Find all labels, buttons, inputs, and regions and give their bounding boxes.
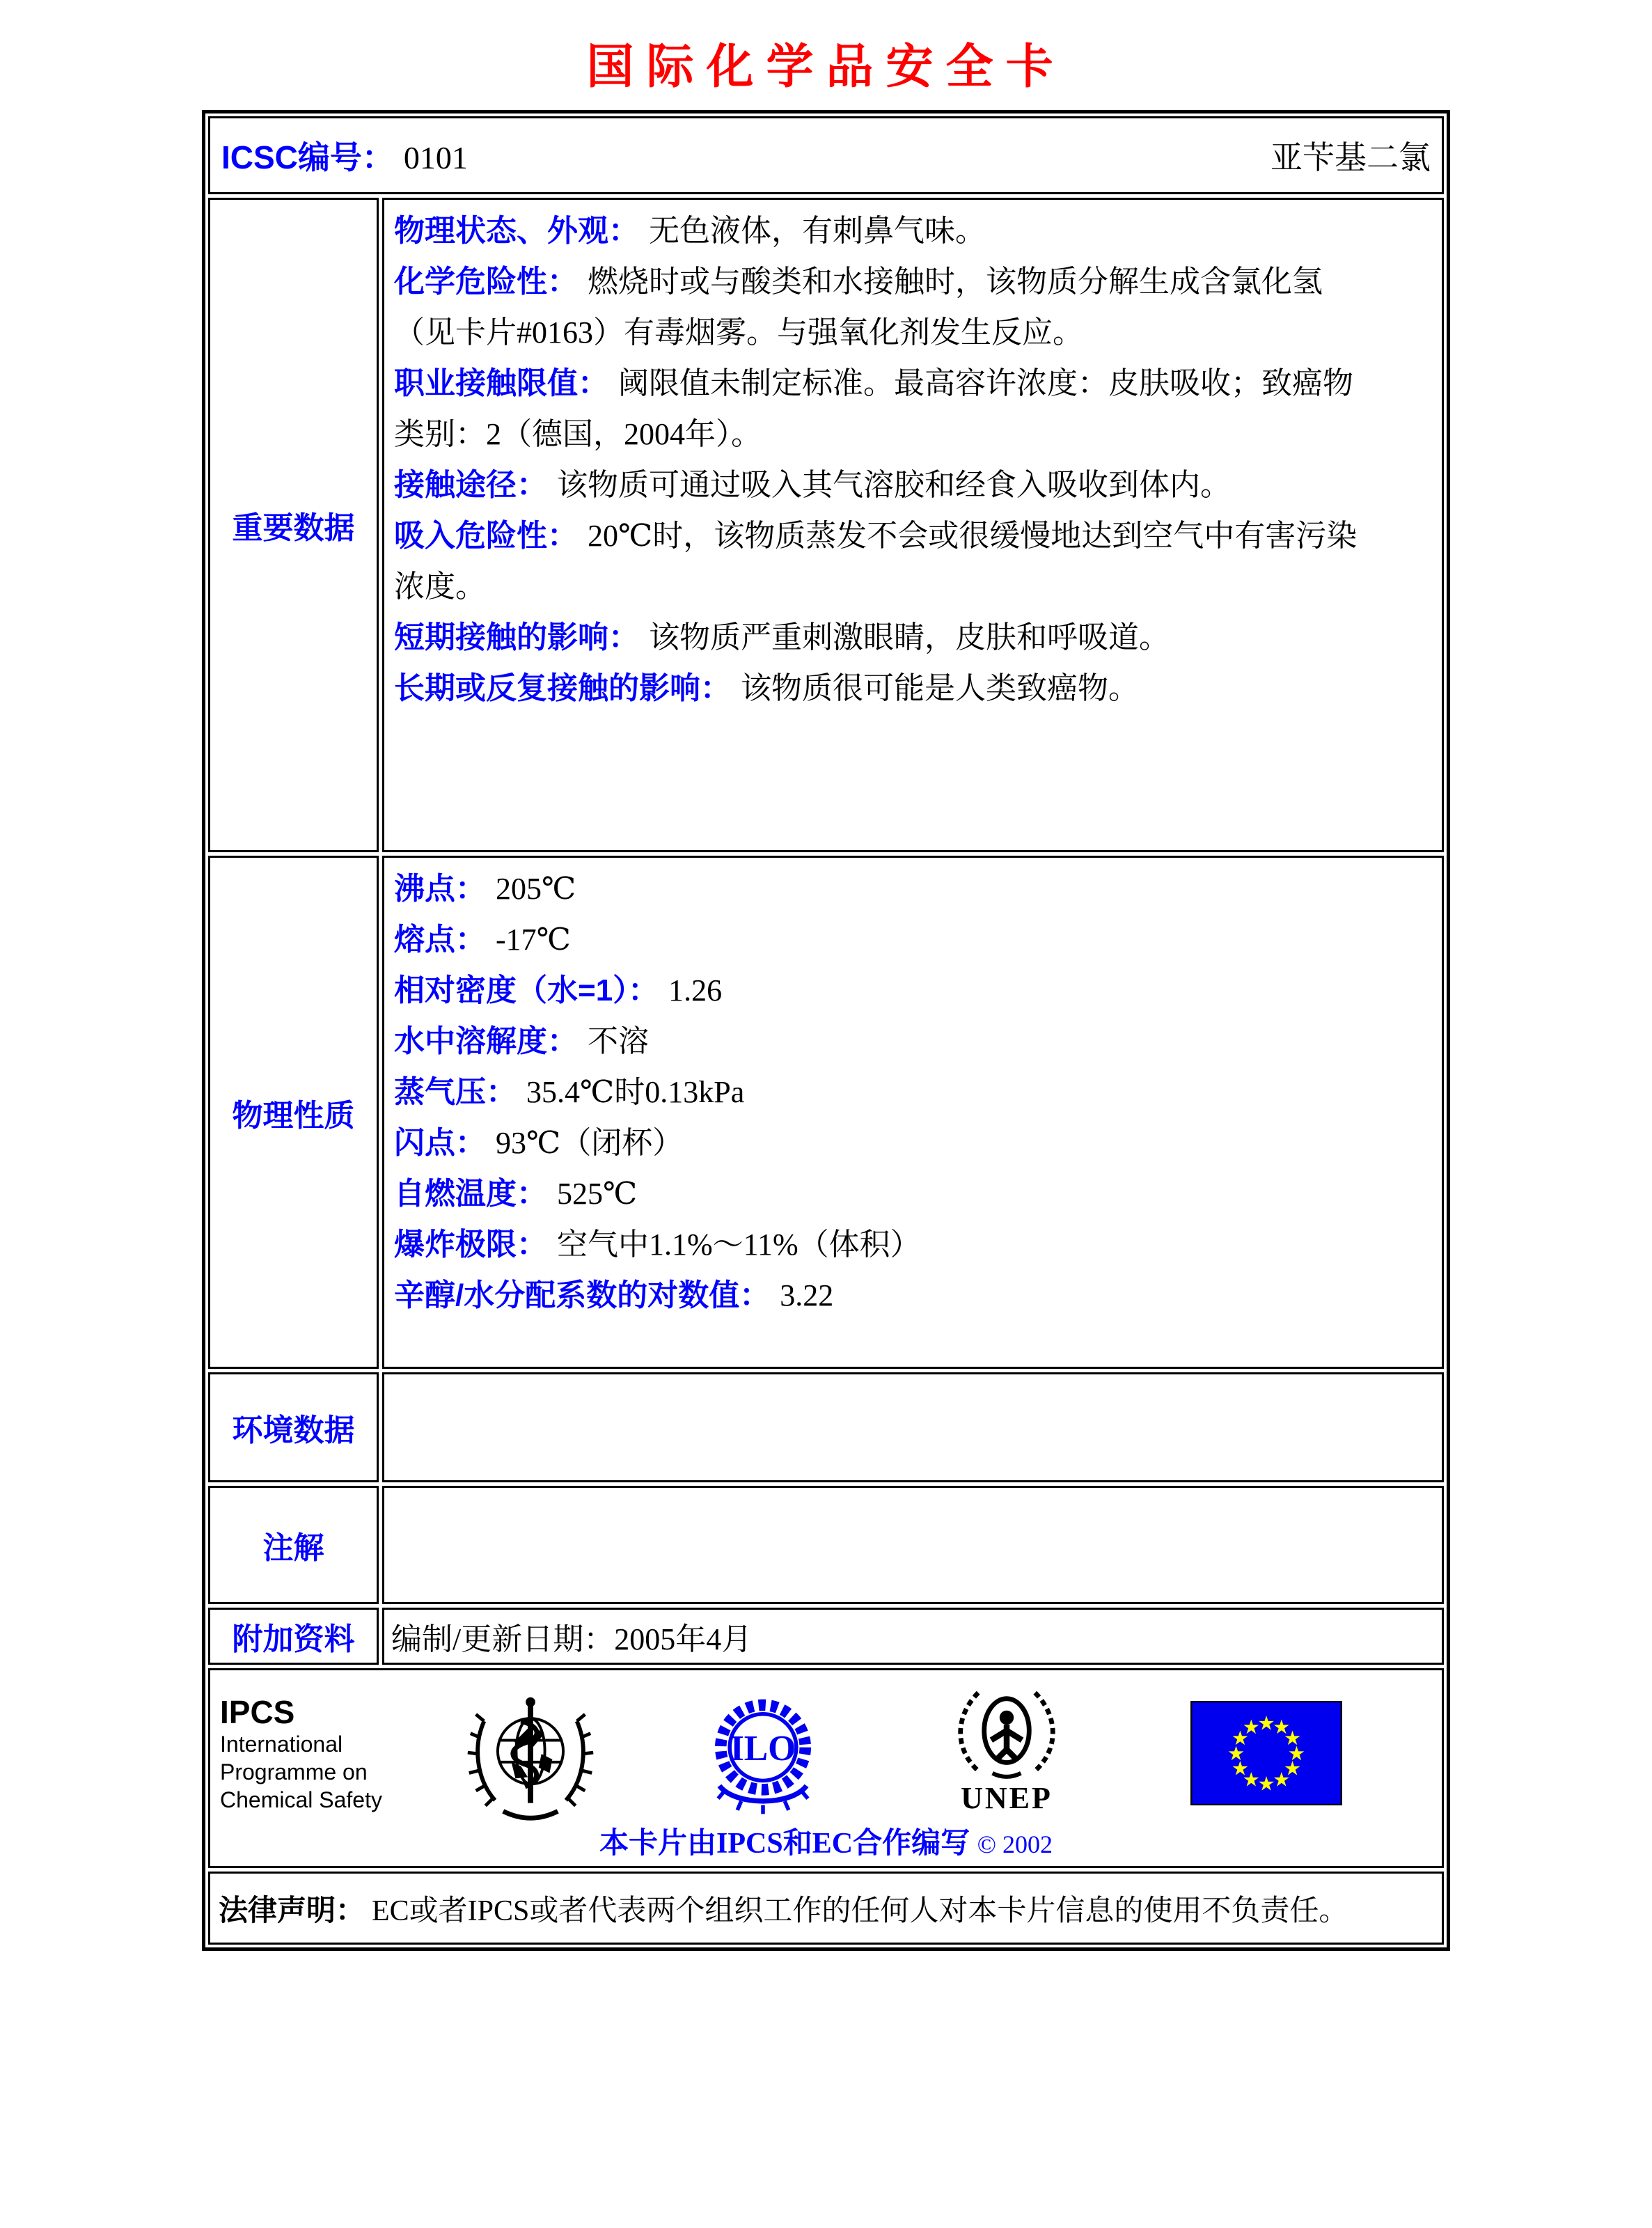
- ilo-logo-icon: [699, 1688, 827, 1817]
- ipcs-subtitle-line: International: [220, 1732, 343, 1757]
- important-data-content: [382, 198, 1444, 852]
- footer-cell: [208, 1668, 1444, 1868]
- section-label-environmental-data: 环境数据: [208, 1372, 379, 1482]
- svg-text:★: ★: [1273, 1716, 1291, 1739]
- icsc-table: [202, 110, 1450, 1951]
- physical-line: 沸点： 205℃: [394, 872, 576, 906]
- ilo-logo-text: ILO: [730, 1729, 796, 1769]
- section-label-additional-info: 附加资料: [208, 1608, 379, 1665]
- physical-line: 辛醇/水分配系数的对数值： 3.22: [394, 1278, 834, 1312]
- svg-text:★: ★: [1257, 1711, 1275, 1735]
- important-line: 职业接触限值： 阈限值未制定标准。最高容许浓度：皮肤吸收；致癌物: [394, 366, 1353, 400]
- physical-line: 水中溶解度： 不溶: [394, 1024, 649, 1058]
- physical-line: 相对密度（水=1）： 1.26: [394, 973, 723, 1007]
- notes-content: [382, 1486, 1444, 1604]
- additional-info-row: [208, 1608, 1444, 1665]
- unep-logo-icon: [945, 1686, 1068, 1780]
- svg-text:★: ★: [1287, 1741, 1306, 1765]
- caption-text: 本卡片由IPCS和EC合作编写: [599, 1828, 970, 1860]
- legal-row: [208, 1872, 1444, 1945]
- svg-text:★: ★: [1227, 1741, 1245, 1765]
- section-label-physical-properties: 物理性质: [208, 856, 379, 1369]
- unep-logo-text: UNEP: [961, 1781, 1053, 1815]
- legal-cell: [208, 1872, 1444, 1945]
- legal-label: 法律声明：: [219, 1893, 365, 1927]
- header-cell: [208, 116, 1444, 194]
- svg-text:★: ★: [1283, 1727, 1302, 1750]
- svg-text:★: ★: [1231, 1727, 1250, 1750]
- important-line: 长期或反复接触的影响： 该物质很可能是人类致癌物。: [394, 671, 1139, 705]
- eu-flag-icon: [1190, 1701, 1342, 1805]
- important-line: （见卡片#0163）有毒烟雾。与强氧化剂发生反应。: [394, 315, 1083, 350]
- physical-line: 爆炸极限： 空气中1.1%～11%（体积）: [394, 1227, 921, 1262]
- chemical-name: 亚苄基二氯: [1271, 140, 1431, 175]
- important-line: 接触途径： 该物质可通过吸入其气溶胶和经食入吸收到体内。: [394, 468, 1231, 502]
- section-label-important-data: 重要数据: [208, 198, 379, 852]
- physical-line: 闪点： 93℃（闭杯）: [394, 1126, 684, 1160]
- copyright-text: © 2002: [977, 1830, 1053, 1858]
- important-line: 吸入危险性： 20℃时，该物质蒸发不会或很缓慢地达到空气中有害污染: [394, 519, 1358, 553]
- ipcs-text-block: [220, 1694, 382, 1814]
- environmental-data-content: [382, 1372, 1444, 1482]
- section-label-notes: 注解: [208, 1486, 379, 1604]
- important-line: 类别：2（德国，2004年）。: [394, 417, 762, 451]
- important-line: 化学危险性： 燃烧时或与酸类和水接触时，该物质分解生成含氯化氢: [394, 265, 1323, 299]
- icsc-number-value: 0101: [403, 140, 468, 175]
- physical-line: 蒸气压： 35.4℃时0.13kPa: [394, 1075, 745, 1109]
- ipcs-title: IPCS: [220, 1694, 295, 1730]
- svg-text:★: ★: [1242, 1716, 1260, 1739]
- important-data-row: [208, 198, 1444, 852]
- icsc-number-group: [221, 132, 468, 178]
- svg-text:★: ★: [1242, 1768, 1260, 1791]
- additional-info-content: 编制/更新日期：2005年4月: [382, 1608, 1444, 1665]
- who-logo-icon: [462, 1683, 599, 1830]
- svg-text:★: ★: [1231, 1757, 1250, 1780]
- footer-row: [208, 1668, 1444, 1868]
- important-line: 短期接触的影响： 该物质严重刺激眼睛，皮肤和呼吸道。: [394, 620, 1170, 654]
- page-title: 国际化学品安全卡: [586, 40, 1066, 93]
- svg-text:★: ★: [1273, 1768, 1291, 1791]
- ipcs-subtitle-line: Chemical Safety: [220, 1787, 382, 1812]
- important-line: 浓度。: [394, 570, 486, 604]
- ipcs-subtitle-line: Programme on: [220, 1759, 368, 1784]
- environmental-data-row: [208, 1372, 1444, 1482]
- physical-line: 自燃温度： 525℃: [394, 1177, 638, 1211]
- physical-line: 熔点： -17℃: [394, 923, 571, 957]
- header-row: [208, 116, 1444, 194]
- legal-text: EC或者IPCS或者代表两个组织工作的任何人对本卡片信息的使用不负责任。: [372, 1894, 1348, 1927]
- svg-text:★: ★: [1257, 1772, 1275, 1796]
- physical-properties-row: [208, 856, 1444, 1369]
- svg-text:★: ★: [1283, 1757, 1302, 1780]
- cooperation-caption: [210, 1820, 1442, 1862]
- physical-properties-content: [382, 856, 1444, 1369]
- important-line: 物理状态、外观： 无色液体，有刺鼻气味。: [394, 214, 986, 248]
- notes-row: [208, 1486, 1444, 1604]
- icsc-number-label: ICSC编号：: [221, 139, 394, 175]
